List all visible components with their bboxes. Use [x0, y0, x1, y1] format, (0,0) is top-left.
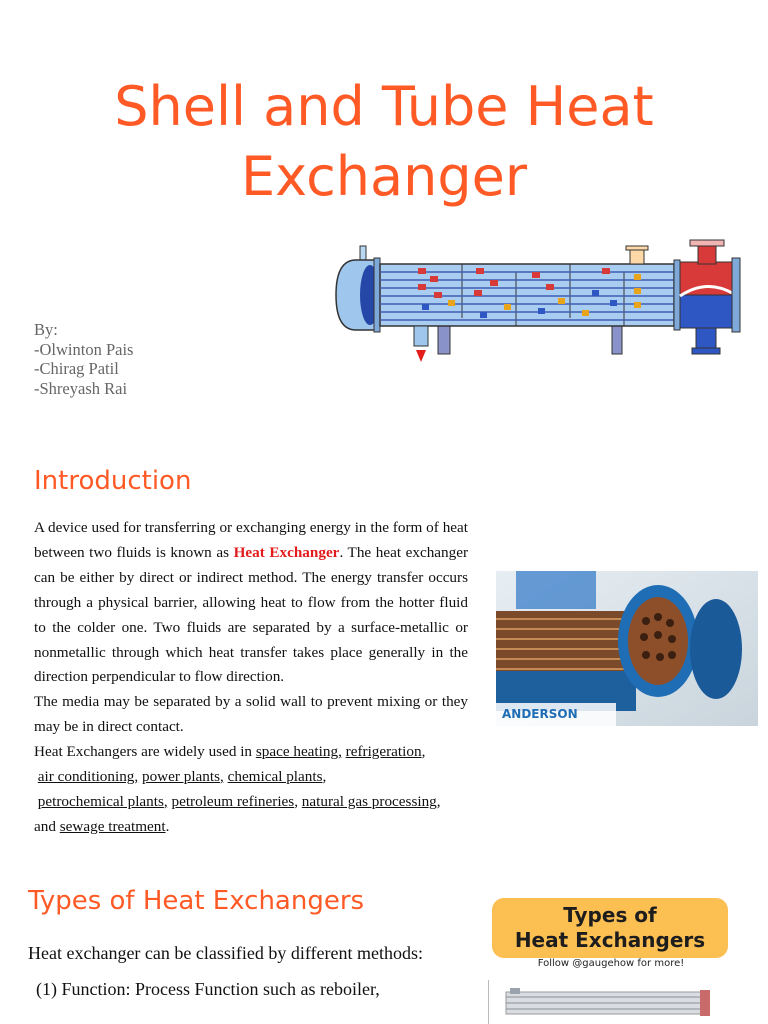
use-link[interactable]: space heating	[255, 743, 339, 761]
use-link[interactable]: air conditioning	[37, 768, 135, 786]
types-paragraph: Heat exchanger can be classified by different methods:	[28, 943, 424, 963]
intro-paragraph: The media may be separated by a solid wall to prevent mixing or they may be in direct contact.	[34, 693, 468, 736]
introduction-body	[34, 516, 468, 840]
badge-line: Heat Exchangers	[514, 928, 706, 952]
introduction-heading: Introduction	[34, 466, 192, 496]
use-link[interactable]: sewage treatment	[59, 817, 166, 835]
author-name: -Shreyash Rai	[34, 378, 128, 398]
use-link[interactable]: petrochemical plants	[37, 792, 164, 810]
types-body	[28, 940, 444, 1012]
uses-lead-text: Heat Exchangers are widely used in	[34, 743, 253, 761]
intro-text-span: A device used for transferring or exchanging energy in the form of heat between two fluids is known as	[34, 519, 468, 561]
mini-exchanger-image	[486, 980, 736, 1024]
badge-line: Types of	[563, 903, 657, 927]
uses-end-punct: .	[165, 817, 170, 835]
use-link[interactable]: power plants	[141, 768, 221, 786]
types-heading: Types of Heat Exchangers	[28, 886, 365, 916]
author-list	[34, 320, 133, 398]
use-link[interactable]: petroleum refineries	[171, 792, 295, 810]
types-infographic-card	[486, 894, 736, 1024]
use-link[interactable]: chemical plants	[227, 768, 323, 786]
uses-and-text: and	[34, 817, 56, 835]
use-link[interactable]: natural gas processing	[301, 792, 437, 810]
document-title: Shell and Tube Heat Exchanger	[114, 75, 654, 208]
follow-text: Follow @gaugehow for more!	[537, 958, 685, 969]
intro-paragraph	[34, 516, 468, 690]
uses-paragraph: Heat Exchangers are widely used in space heating, refrigeration, air conditioning, power plants, chemical plants, petrochemical plants, petroleum refineries, natural gas processing, and sewage treatment.	[34, 743, 441, 835]
types-list-item: (1) Function: Process Function such as reboiler,	[36, 979, 380, 999]
types-badge	[492, 898, 728, 958]
author-name: -Chirag Patil	[34, 359, 119, 378]
anderson-logo: ANDERSON	[502, 707, 578, 721]
heat-exchanger-highlight: Heat Exchanger	[233, 543, 340, 561]
use-link[interactable]: refrigeration	[345, 743, 422, 761]
intro-text-span: . The heat exchanger can be either by direct or indirect method. The energy transfer occurs through a physical barrier, allowing heat to flow from the hotter fluid to the colder one. Two fluids are separated by a surface-metallic or nonmetallic through which heat transfer takes place generally in the direction perpendicular to flow direction.	[34, 543, 469, 686]
author-name: -Olwinton Pais	[34, 339, 134, 359]
heat-exchanger-photo	[496, 571, 758, 726]
authors-by-label: By:	[34, 320, 58, 339]
shell-tube-diagram	[334, 238, 748, 366]
